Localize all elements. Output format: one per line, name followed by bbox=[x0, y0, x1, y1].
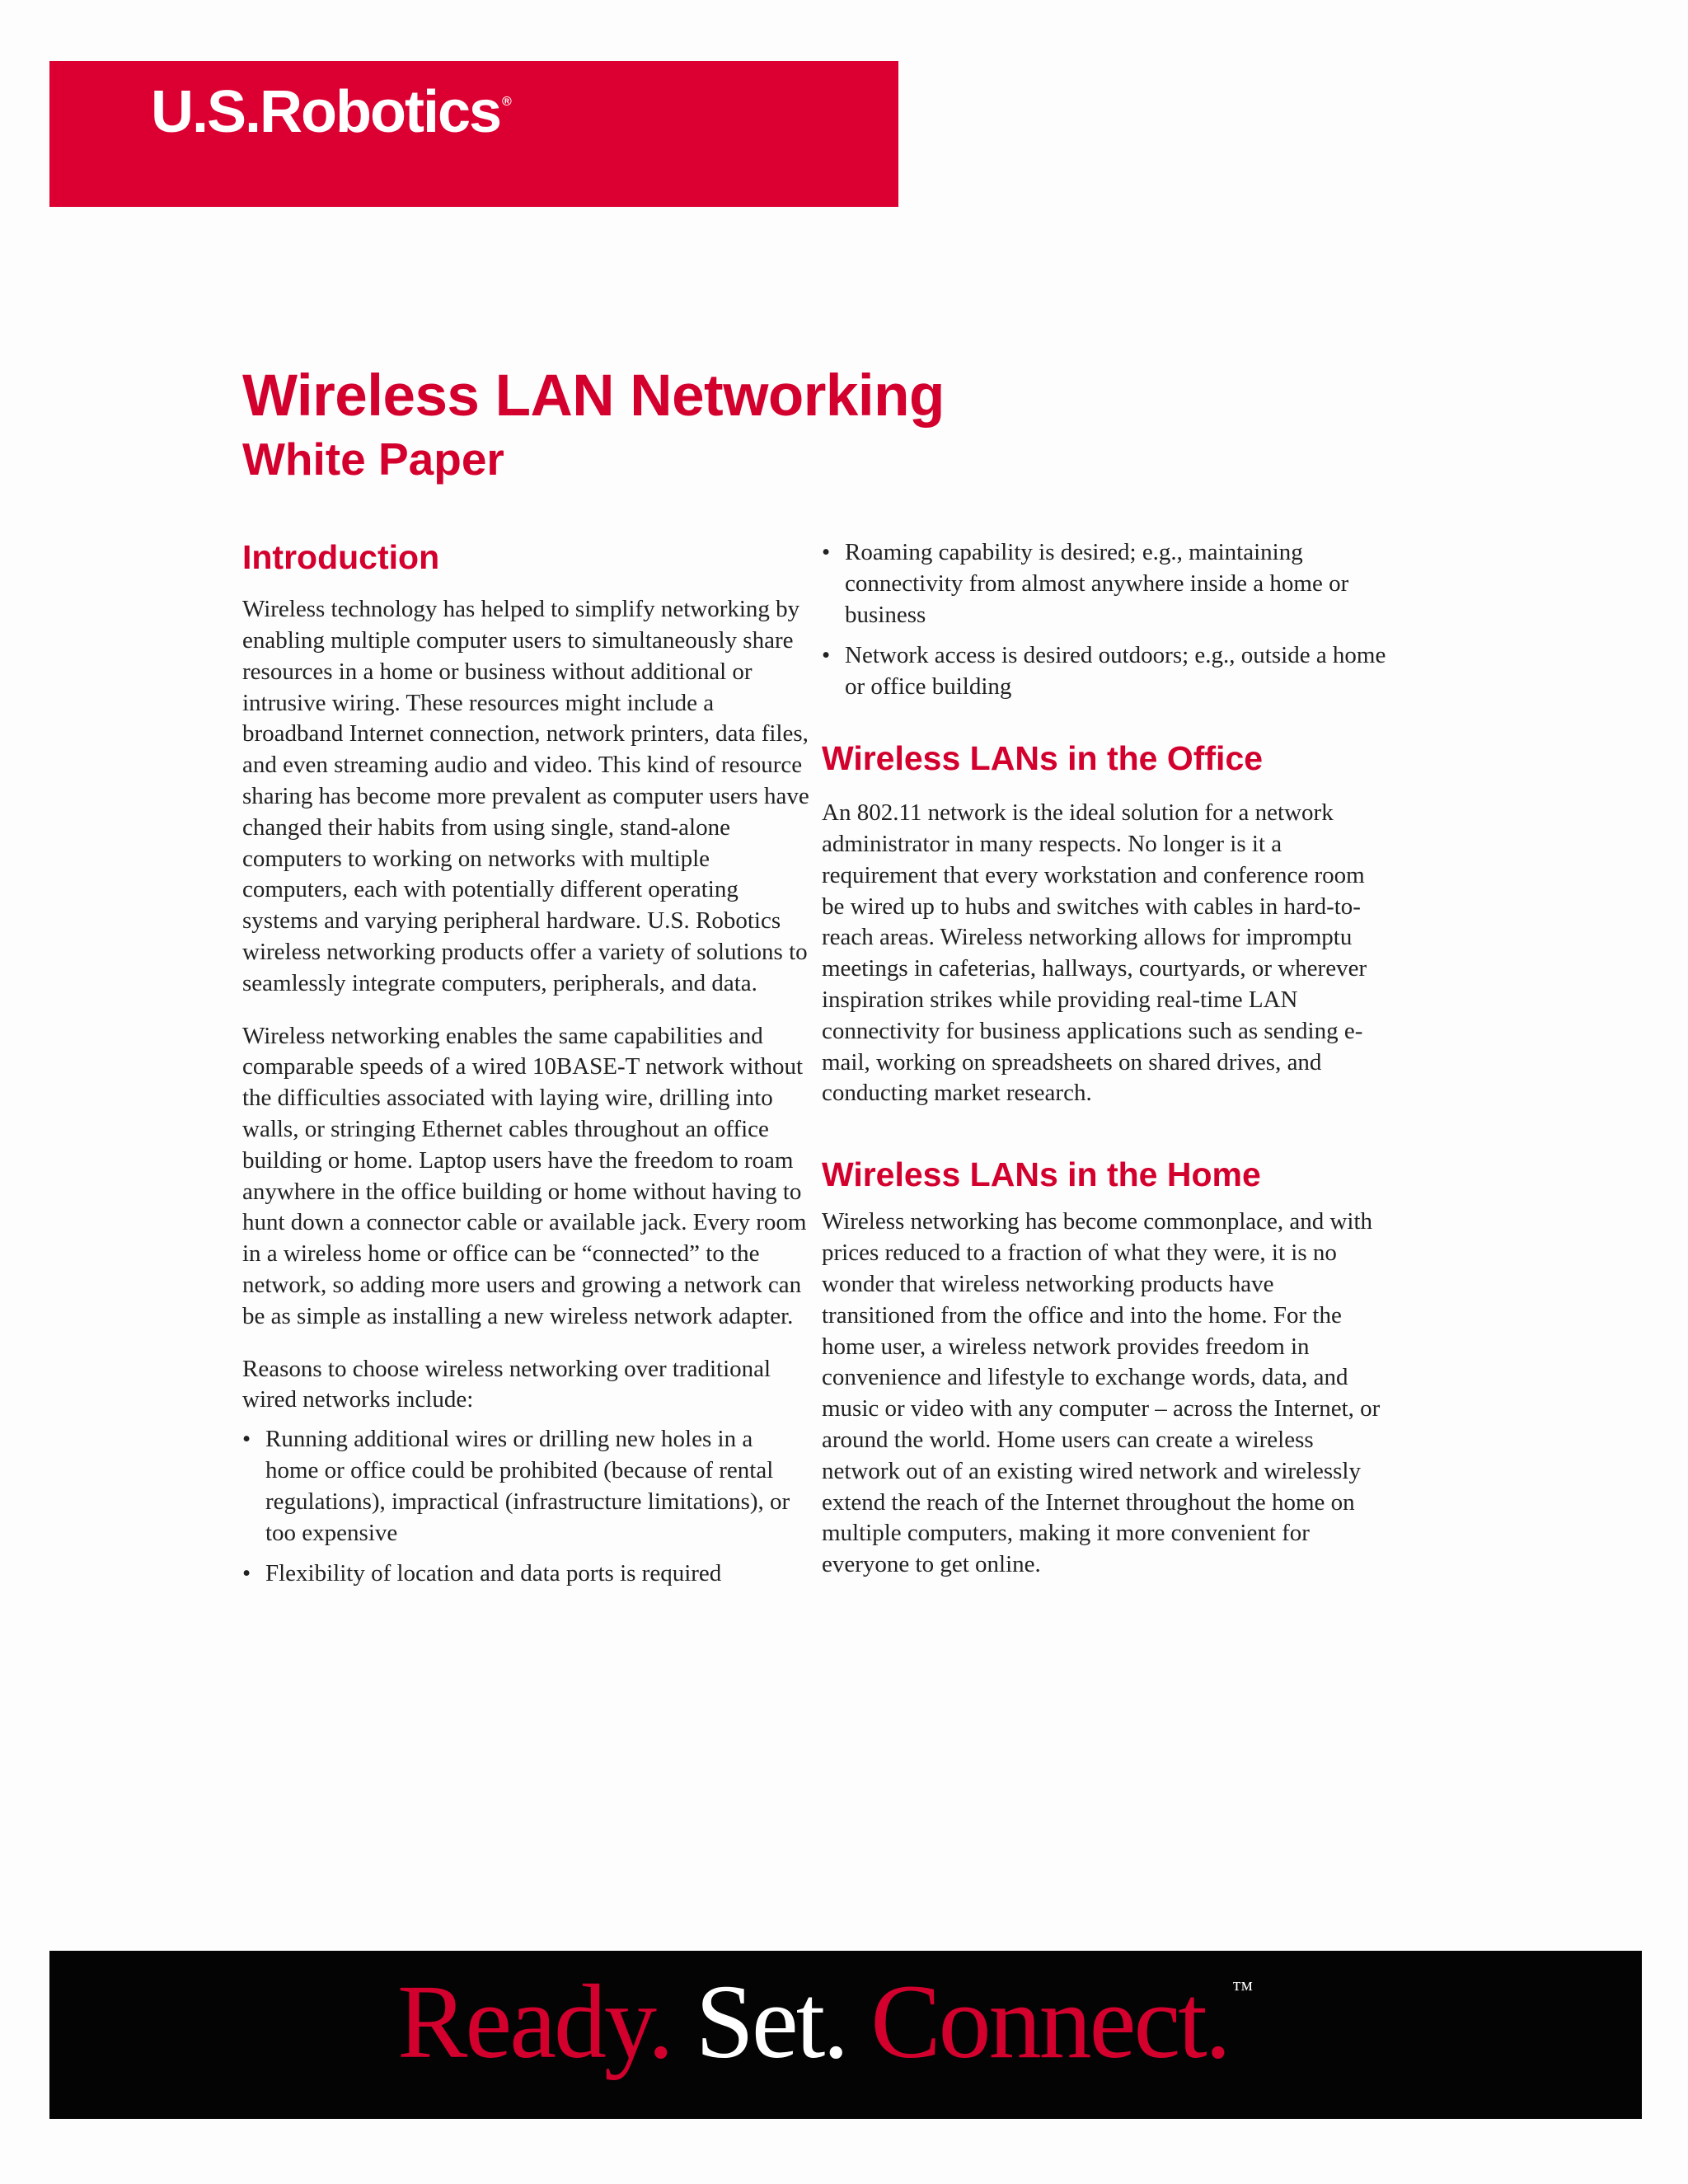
logo-wordmark: U.S.Robotics bbox=[151, 79, 501, 145]
footer-band bbox=[49, 1951, 1642, 2119]
document-subtitle: White Paper bbox=[242, 434, 504, 485]
tagline-connect: Connect. bbox=[870, 1963, 1229, 2080]
tagline-ready: Ready. bbox=[397, 1963, 672, 2080]
intro-paragraph-2: Wireless networking enables the same capabilities and comparable speeds of a wired 10BASE-T network without the difficulties associated with laying wire, drilling into walls, or stringing Ethernet cables throughout an office building or home. Laptop users have the freedom to roam anywhere in the office building or home without having to hunt down a connector cable or available jack. Every room in a wireless home or office can be “connected” to the network, so adding more users and growing a network can be as simple as installing a new wireless network adapter. bbox=[242, 1022, 807, 1329]
registered-mark: ® bbox=[502, 95, 512, 109]
logo-band bbox=[49, 61, 898, 207]
tagline bbox=[397, 1963, 1254, 2080]
tagline-set: Set. bbox=[695, 1963, 847, 2080]
intro-paragraph-3: Reasons to choose wireless networking over traditional wired networks include: bbox=[242, 1355, 771, 1413]
list-item: • Running additional wires or drilling new holes in a home or office could be prohibited (because of rental regulations), impractical (infrastructure limitations), or too expensive bbox=[242, 1424, 811, 1549]
trademark-mark: ™ bbox=[1231, 1977, 1254, 2001]
left-column bbox=[242, 537, 811, 1590]
office-heading: Wireless LANs in the Office bbox=[822, 738, 1264, 777]
home-paragraph: Wireless networking has become commonplace, and with prices reduced to a fraction of what they were, it is no wonder that wireless networking products have transitioned from the office and into the home. For the home user, a wireless network provides freedom in convenience and lifestyle to exchange words, data, and music or video with any computer – across the Internet, or around the world. Home users can create a wireless network out of an existing wired network and wirelessly extend the reach of the Internet throughout the home on multiple computers, making it more convenient for everyone to get online. bbox=[822, 1208, 1381, 1578]
list-item: • Flexibility of location and data ports is required bbox=[242, 1558, 811, 1590]
usrobotics-logo bbox=[151, 79, 512, 145]
reasons-list-continued bbox=[822, 537, 1390, 703]
list-item: • Roaming capability is desired; e.g., maintaining connectivity from almost anywhere inside a home or business bbox=[822, 537, 1390, 630]
list-item: • Network access is desired outdoors; e.g., outside a home or office building bbox=[822, 640, 1390, 703]
reasons-list bbox=[242, 1424, 811, 1590]
document-title: Wireless LAN Networking bbox=[242, 363, 945, 429]
home-heading: Wireless LANs in the Home bbox=[822, 1155, 1261, 1194]
right-column bbox=[822, 537, 1390, 1581]
intro-paragraph-1: Wireless technology has helped to simplify networking by enabling multiple computer users to simultaneously share resources in a home or business without additional or intrusive wiring. These resources might include a broadband Internet connection, network printers, data files, and even streaming audio and video. This kind of resource sharing has become more prevalent as computer users have changed their habits from using single, stand-alone computers to working on networks with multiple computers, each with potentially different operating systems and varying peripheral hardware. U.S. Robotics wireless networking products offer a variety of solutions to seamlessly integrate computers, peripherals, and data. bbox=[242, 596, 809, 996]
office-paragraph: An 802.11 network is the ideal solution for a network administrator in many respects. No longer is it a requirement that every workstation and conference room be wired up to hubs and switches with cables in hard-to-reach areas. Wireless networking allows for impromptu meetings in cafeterias, hallways, courtyards, or wherever inspiration strikes while providing real-time LAN connectivity for business applications such as sending e-mail, working on spreadsheets on shared drives, and conducting market research. bbox=[822, 799, 1367, 1107]
introduction-heading: Introduction bbox=[242, 538, 440, 576]
